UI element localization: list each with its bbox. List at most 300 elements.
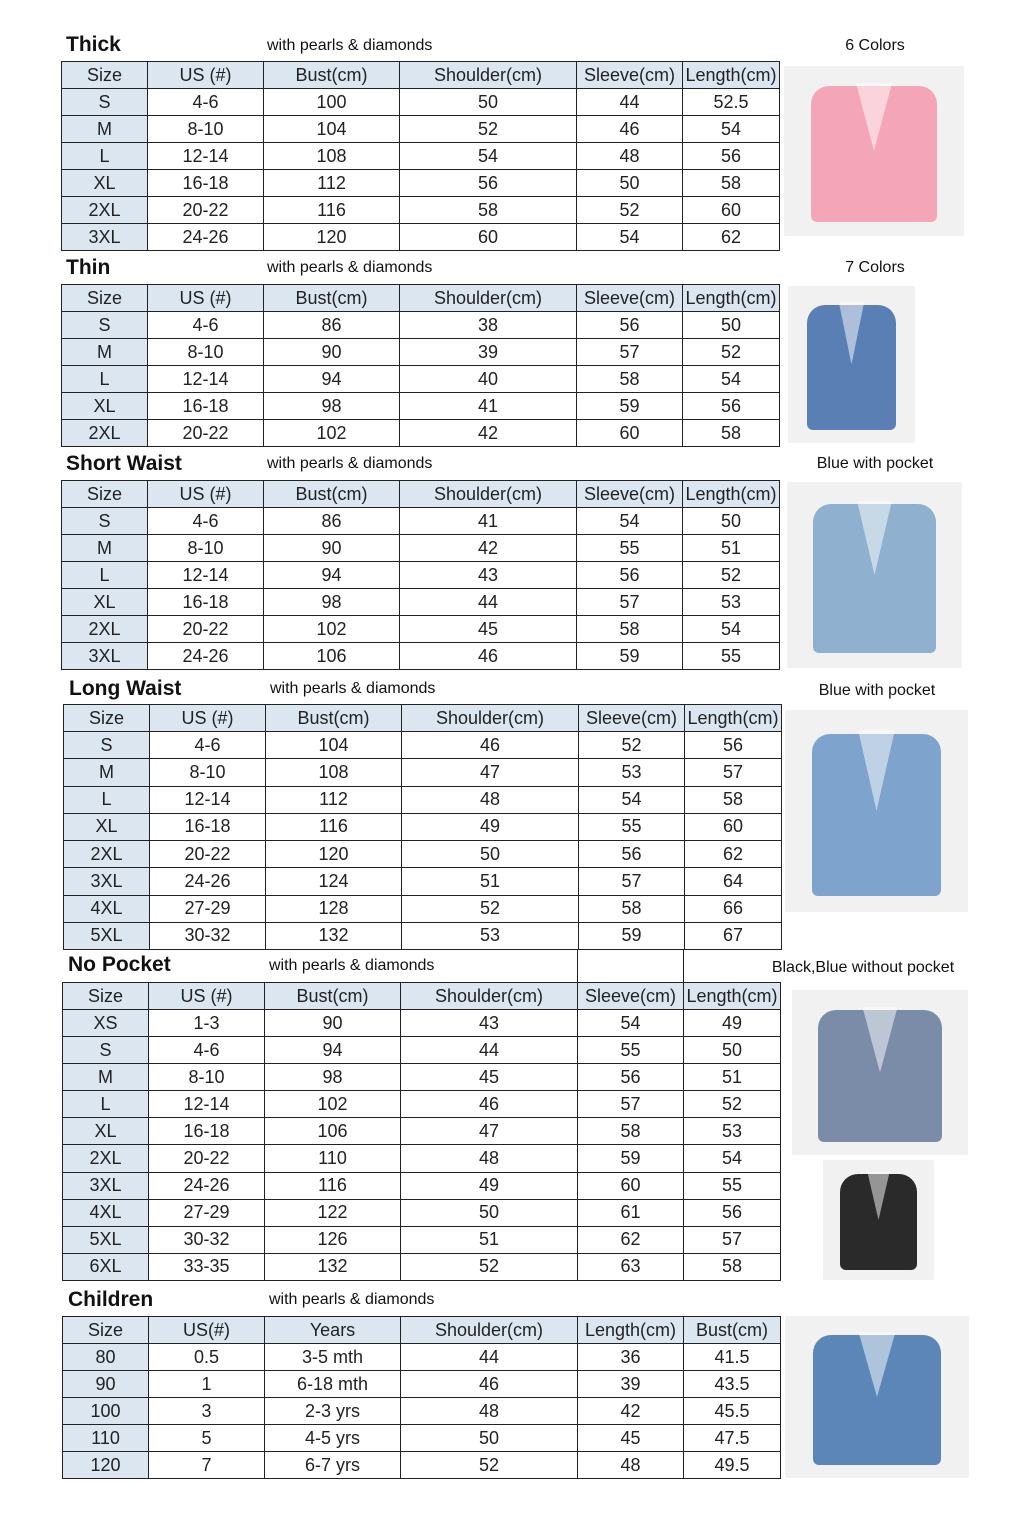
- column-header: Length(cm): [683, 62, 780, 89]
- table-cell: 60: [683, 197, 780, 224]
- column-header: Bust(cm): [684, 1317, 781, 1344]
- table-cell: 90: [265, 1010, 401, 1037]
- table-row: [62, 224, 780, 251]
- title-row-cell-divider: [683, 949, 684, 982]
- table-cell: 52: [401, 1253, 578, 1280]
- table-cell: 62: [683, 224, 780, 251]
- no-pocket-jacket-image: [823, 1160, 934, 1280]
- table-cell: 49: [402, 813, 579, 840]
- thin-colors-label: 7 Colors: [845, 259, 905, 276]
- table-cell: 42: [400, 535, 577, 562]
- thin-subtitle: with pearls & diamonds: [267, 259, 433, 276]
- table-cell: 24-26: [149, 1172, 265, 1199]
- table-cell: 94: [264, 366, 400, 393]
- table-row: [63, 1145, 781, 1172]
- table-cell: 58: [683, 170, 780, 197]
- table-cell: 54: [683, 366, 780, 393]
- table-cell: 59: [579, 922, 685, 949]
- table-cell: 64: [685, 868, 782, 895]
- table-cell: 52.5: [683, 89, 780, 116]
- table-cell: 98: [265, 1064, 401, 1091]
- table-cell: 56: [685, 732, 782, 759]
- table-cell: 66: [685, 895, 782, 922]
- column-header: US (#): [148, 285, 264, 312]
- column-header: US (#): [150, 705, 266, 732]
- table-cell: 20-22: [149, 1145, 265, 1172]
- size-cell: 5XL: [64, 922, 150, 949]
- table-cell: 132: [265, 1253, 401, 1280]
- table-cell: 124: [266, 868, 402, 895]
- size-cell: XL: [64, 813, 150, 840]
- table-cell: 58: [577, 616, 683, 643]
- column-header: Size: [62, 481, 148, 508]
- table-header-row: [63, 983, 781, 1010]
- table-cell: 54: [683, 116, 780, 143]
- table-cell: 44: [401, 1037, 578, 1064]
- column-header: Size: [62, 285, 148, 312]
- table-cell: 56: [683, 393, 780, 420]
- table-cell: 122: [265, 1199, 401, 1226]
- table-row: [63, 1064, 781, 1091]
- table-cell: 102: [264, 420, 400, 447]
- table-row: [64, 895, 782, 922]
- table-row: [63, 1091, 781, 1118]
- table-cell: 52: [401, 1452, 578, 1479]
- size-cell: 5XL: [63, 1226, 149, 1253]
- table-cell: 56: [684, 1199, 781, 1226]
- table-cell: 41: [400, 508, 577, 535]
- thick-colors-label: 6 Colors: [845, 37, 905, 54]
- table-cell: 12-14: [150, 786, 266, 813]
- table-cell: 43: [401, 1010, 578, 1037]
- table-cell: 90: [264, 339, 400, 366]
- table-cell: 3-5 mth: [265, 1344, 401, 1371]
- size-cell: M: [64, 759, 150, 786]
- table-cell: 112: [264, 170, 400, 197]
- table-cell: 58: [684, 1253, 781, 1280]
- table-cell: 60: [400, 224, 577, 251]
- table-cell: 43.5: [684, 1371, 781, 1398]
- table-row: [62, 508, 780, 535]
- table-row: [63, 1452, 781, 1479]
- table-cell: 36: [578, 1344, 684, 1371]
- table-header-row: [62, 62, 780, 89]
- table-cell: 126: [265, 1226, 401, 1253]
- table-cell: 6-18 mth: [265, 1371, 401, 1398]
- table-cell: 47: [401, 1118, 578, 1145]
- table-cell: 45.5: [684, 1398, 781, 1425]
- table-cell: 45: [400, 616, 577, 643]
- table-cell: 59: [577, 393, 683, 420]
- table-cell: 50: [401, 1199, 578, 1226]
- table-cell: 55: [684, 1172, 781, 1199]
- column-header: Shoulder(cm): [400, 481, 577, 508]
- column-header: Shoulder(cm): [401, 1317, 578, 1344]
- no-pocket-title: No Pocket: [68, 953, 171, 976]
- no-pocket-size-table: [62, 982, 781, 1281]
- column-header: Shoulder(cm): [400, 285, 577, 312]
- table-cell: 46: [402, 732, 579, 759]
- column-header: Bust(cm): [264, 285, 400, 312]
- table-cell: 8-10: [149, 1064, 265, 1091]
- table-cell: 52: [400, 116, 577, 143]
- table-cell: 16-18: [150, 813, 266, 840]
- table-cell: 50: [684, 1037, 781, 1064]
- table-cell: 57: [685, 759, 782, 786]
- table-cell: 6-7 yrs: [265, 1452, 401, 1479]
- table-cell: 60: [685, 813, 782, 840]
- table-cell: 94: [264, 562, 400, 589]
- table-cell: 86: [264, 312, 400, 339]
- table-cell: 12-14: [149, 1091, 265, 1118]
- table-cell: 102: [264, 616, 400, 643]
- table-cell: 63: [578, 1253, 684, 1280]
- table-row: [64, 841, 782, 868]
- size-cell: 2XL: [62, 420, 148, 447]
- table-cell: 44: [401, 1344, 578, 1371]
- table-cell: 98: [264, 589, 400, 616]
- table-cell: 52: [683, 562, 780, 589]
- size-cell: S: [62, 312, 148, 339]
- size-cell: 4XL: [63, 1199, 149, 1226]
- size-cell: S: [64, 732, 150, 759]
- short-waist-size-table: [61, 480, 780, 670]
- table-row: [63, 1118, 781, 1145]
- table-cell: 100: [264, 89, 400, 116]
- table-cell: 45: [578, 1425, 684, 1452]
- table-cell: 27-29: [150, 895, 266, 922]
- size-cell: M: [62, 339, 148, 366]
- short-waist-jacket-image: [787, 482, 962, 668]
- size-cell: XS: [63, 1010, 149, 1037]
- table-cell: 8-10: [148, 339, 264, 366]
- table-cell: 16-18: [148, 170, 264, 197]
- table-cell: 49.5: [684, 1452, 781, 1479]
- table-cell: 54: [577, 224, 683, 251]
- table-cell: 48: [401, 1398, 578, 1425]
- table-cell: 8-10: [148, 535, 264, 562]
- table-cell: 116: [264, 197, 400, 224]
- table-cell: 54: [578, 1010, 684, 1037]
- table-cell: 44: [400, 589, 577, 616]
- table-cell: 45: [401, 1064, 578, 1091]
- table-cell: 4-6: [148, 89, 264, 116]
- children-subtitle: with pearls & diamonds: [269, 1291, 435, 1308]
- column-header: Sleeve(cm): [579, 705, 685, 732]
- size-cell: S: [63, 1037, 149, 1064]
- long-waist-size-table: [63, 704, 782, 950]
- table-cell: 4-5 yrs: [265, 1425, 401, 1452]
- size-cell: M: [62, 535, 148, 562]
- column-header: Sleeve(cm): [578, 983, 684, 1010]
- size-cell: 80: [63, 1344, 149, 1371]
- table-cell: 59: [577, 643, 683, 670]
- table-cell: 48: [402, 786, 579, 813]
- thick-jacket-image: [784, 66, 964, 236]
- table-row: [62, 535, 780, 562]
- table-cell: 2-3 yrs: [265, 1398, 401, 1425]
- table-cell: 62: [578, 1226, 684, 1253]
- table-cell: 94: [265, 1037, 401, 1064]
- table-cell: 108: [264, 143, 400, 170]
- table-cell: 30-32: [149, 1226, 265, 1253]
- table-cell: 16-18: [149, 1118, 265, 1145]
- table-cell: 51: [401, 1226, 578, 1253]
- table-cell: 55: [579, 813, 685, 840]
- table-cell: 52: [577, 197, 683, 224]
- table-cell: 5: [149, 1425, 265, 1452]
- table-cell: 24-26: [148, 643, 264, 670]
- table-cell: 56: [683, 143, 780, 170]
- thin-jacket-image: [788, 286, 915, 443]
- column-header: US (#): [148, 62, 264, 89]
- thick-size-table: [61, 61, 780, 251]
- table-row: [62, 116, 780, 143]
- column-header: Shoulder(cm): [400, 62, 577, 89]
- size-cell: XL: [63, 1118, 149, 1145]
- column-header: Bust(cm): [266, 705, 402, 732]
- column-header: Sleeve(cm): [577, 62, 683, 89]
- column-header: US (#): [148, 481, 264, 508]
- column-header: Length(cm): [683, 481, 780, 508]
- table-cell: 116: [266, 813, 402, 840]
- table-row: [62, 143, 780, 170]
- column-header: Bust(cm): [264, 62, 400, 89]
- table-cell: 46: [577, 116, 683, 143]
- table-cell: 60: [577, 420, 683, 447]
- table-cell: 24-26: [148, 224, 264, 251]
- table-cell: 62: [685, 841, 782, 868]
- table-cell: 8-10: [150, 759, 266, 786]
- long-waist-title: Long Waist: [69, 677, 182, 700]
- size-cell: 2XL: [62, 197, 148, 224]
- table-cell: 47.5: [684, 1425, 781, 1452]
- table-header-row: [64, 705, 782, 732]
- table-cell: 110: [265, 1145, 401, 1172]
- table-cell: 51: [402, 868, 579, 895]
- size-cell: 2XL: [62, 616, 148, 643]
- size-cell: 3XL: [64, 868, 150, 895]
- table-cell: 132: [266, 922, 402, 949]
- table-cell: 104: [266, 732, 402, 759]
- children-size-table: [62, 1316, 781, 1479]
- table-cell: 52: [683, 339, 780, 366]
- column-header: Size: [63, 983, 149, 1010]
- table-cell: 58: [683, 420, 780, 447]
- table-row: [62, 170, 780, 197]
- size-cell: 90: [63, 1371, 149, 1398]
- thin-size-table: [61, 284, 780, 447]
- table-cell: 44: [577, 89, 683, 116]
- column-header: Shoulder(cm): [402, 705, 579, 732]
- column-header: Size: [64, 705, 150, 732]
- size-cell: S: [62, 89, 148, 116]
- no-pocket-jacket-image: [792, 990, 968, 1155]
- table-row: [62, 197, 780, 224]
- table-cell: 54: [579, 786, 685, 813]
- table-cell: 51: [684, 1064, 781, 1091]
- table-cell: 61: [578, 1199, 684, 1226]
- table-cell: 50: [683, 508, 780, 535]
- table-cell: 53: [579, 759, 685, 786]
- table-cell: 54: [683, 616, 780, 643]
- thick-subtitle: with pearls & diamonds: [267, 37, 433, 54]
- table-cell: 30-32: [150, 922, 266, 949]
- table-row: [62, 420, 780, 447]
- table-cell: 38: [400, 312, 577, 339]
- table-cell: 58: [579, 895, 685, 922]
- table-cell: 56: [579, 841, 685, 868]
- table-cell: 56: [577, 312, 683, 339]
- column-header: Length(cm): [684, 983, 781, 1010]
- table-cell: 41: [400, 393, 577, 420]
- table-row: [62, 562, 780, 589]
- table-cell: 52: [684, 1091, 781, 1118]
- column-header: Years: [265, 1317, 401, 1344]
- table-cell: 8-10: [148, 116, 264, 143]
- column-header: Sleeve(cm): [577, 481, 683, 508]
- long-waist-colors-label: Blue with pocket: [818, 682, 936, 699]
- table-cell: 54: [684, 1145, 781, 1172]
- table-cell: 106: [265, 1118, 401, 1145]
- column-header: Size: [62, 62, 148, 89]
- table-cell: 49: [684, 1010, 781, 1037]
- table-cell: 120: [266, 841, 402, 868]
- table-cell: 4-6: [149, 1037, 265, 1064]
- table-row: [63, 1371, 781, 1398]
- column-header: Length(cm): [685, 705, 782, 732]
- table-cell: 55: [577, 535, 683, 562]
- table-cell: 53: [402, 922, 579, 949]
- table-cell: 16-18: [148, 589, 264, 616]
- table-cell: 116: [265, 1172, 401, 1199]
- long-waist-subtitle: with pearls & diamonds: [270, 680, 436, 697]
- size-cell: L: [63, 1091, 149, 1118]
- size-cell: 2XL: [63, 1145, 149, 1172]
- no-pocket-subtitle: with pearls & diamonds: [269, 957, 435, 974]
- column-header: US (#): [149, 983, 265, 1010]
- size-cell: XL: [62, 393, 148, 420]
- table-cell: 58: [685, 786, 782, 813]
- table-cell: 43: [400, 562, 577, 589]
- table-cell: 4-6: [148, 508, 264, 535]
- table-cell: 112: [266, 786, 402, 813]
- thick-title: Thick: [66, 33, 121, 56]
- table-cell: 108: [266, 759, 402, 786]
- table-cell: 12-14: [148, 143, 264, 170]
- size-cell: 3XL: [63, 1172, 149, 1199]
- table-cell: 58: [578, 1118, 684, 1145]
- table-cell: 39: [578, 1371, 684, 1398]
- size-cell: XL: [62, 170, 148, 197]
- table-cell: 98: [264, 393, 400, 420]
- table-header-row: [62, 481, 780, 508]
- long-waist-jacket-image: [785, 710, 968, 912]
- table-row: [63, 1010, 781, 1037]
- table-cell: 49: [401, 1172, 578, 1199]
- short-waist-colors-label: Blue with pocket: [816, 455, 934, 472]
- table-row: [63, 1037, 781, 1064]
- table-cell: 50: [400, 89, 577, 116]
- size-cell: M: [63, 1064, 149, 1091]
- column-header: Length(cm): [683, 285, 780, 312]
- size-cell: 2XL: [64, 841, 150, 868]
- children-jacket-image: [785, 1316, 969, 1478]
- table-cell: 20-22: [148, 197, 264, 224]
- size-cell: 3XL: [62, 643, 148, 670]
- table-cell: 48: [401, 1145, 578, 1172]
- table-cell: 57: [578, 1091, 684, 1118]
- table-cell: 39: [400, 339, 577, 366]
- table-cell: 12-14: [148, 562, 264, 589]
- table-cell: 56: [400, 170, 577, 197]
- table-cell: 27-29: [149, 1199, 265, 1226]
- table-cell: 50: [401, 1425, 578, 1452]
- table-cell: 60: [578, 1172, 684, 1199]
- table-cell: 57: [579, 868, 685, 895]
- table-cell: 106: [264, 643, 400, 670]
- table-cell: 47: [402, 759, 579, 786]
- table-row: [62, 89, 780, 116]
- table-cell: 48: [577, 143, 683, 170]
- table-cell: 20-22: [148, 420, 264, 447]
- title-row-cell-divider: [577, 949, 578, 982]
- table-cell: 67: [685, 922, 782, 949]
- table-cell: 46: [401, 1371, 578, 1398]
- table-cell: 7: [149, 1452, 265, 1479]
- table-cell: 120: [264, 224, 400, 251]
- column-header: Length(cm): [578, 1317, 684, 1344]
- table-row: [62, 312, 780, 339]
- table-cell: 128: [266, 895, 402, 922]
- size-cell: 4XL: [64, 895, 150, 922]
- size-cell: L: [64, 786, 150, 813]
- table-cell: 59: [578, 1145, 684, 1172]
- table-row: [62, 339, 780, 366]
- column-header: Sleeve(cm): [577, 285, 683, 312]
- table-row: [63, 1226, 781, 1253]
- no-pocket-colors-label: Black,Blue without pocket: [771, 959, 955, 976]
- size-cell: 3XL: [62, 224, 148, 251]
- table-row: [64, 813, 782, 840]
- table-cell: 1: [149, 1371, 265, 1398]
- table-header-row: [63, 1317, 781, 1344]
- thin-title: Thin: [66, 256, 111, 279]
- table-cell: 102: [265, 1091, 401, 1118]
- table-cell: 57: [684, 1226, 781, 1253]
- table-cell: 56: [578, 1064, 684, 1091]
- children-title: Children: [68, 1288, 154, 1311]
- table-cell: 52: [402, 895, 579, 922]
- table-row: [62, 643, 780, 670]
- table-cell: 41.5: [684, 1344, 781, 1371]
- size-cell: 100: [63, 1398, 149, 1425]
- table-cell: 90: [264, 535, 400, 562]
- table-row: [62, 616, 780, 643]
- size-cell: L: [62, 562, 148, 589]
- table-cell: 55: [683, 643, 780, 670]
- size-cell: L: [62, 366, 148, 393]
- size-cell: 120: [63, 1452, 149, 1479]
- table-row: [62, 589, 780, 616]
- size-cell: 110: [63, 1425, 149, 1452]
- table-cell: 50: [683, 312, 780, 339]
- table-row: [63, 1172, 781, 1199]
- size-cell: M: [62, 116, 148, 143]
- table-cell: 58: [577, 366, 683, 393]
- table-cell: 42: [400, 420, 577, 447]
- table-row: [64, 786, 782, 813]
